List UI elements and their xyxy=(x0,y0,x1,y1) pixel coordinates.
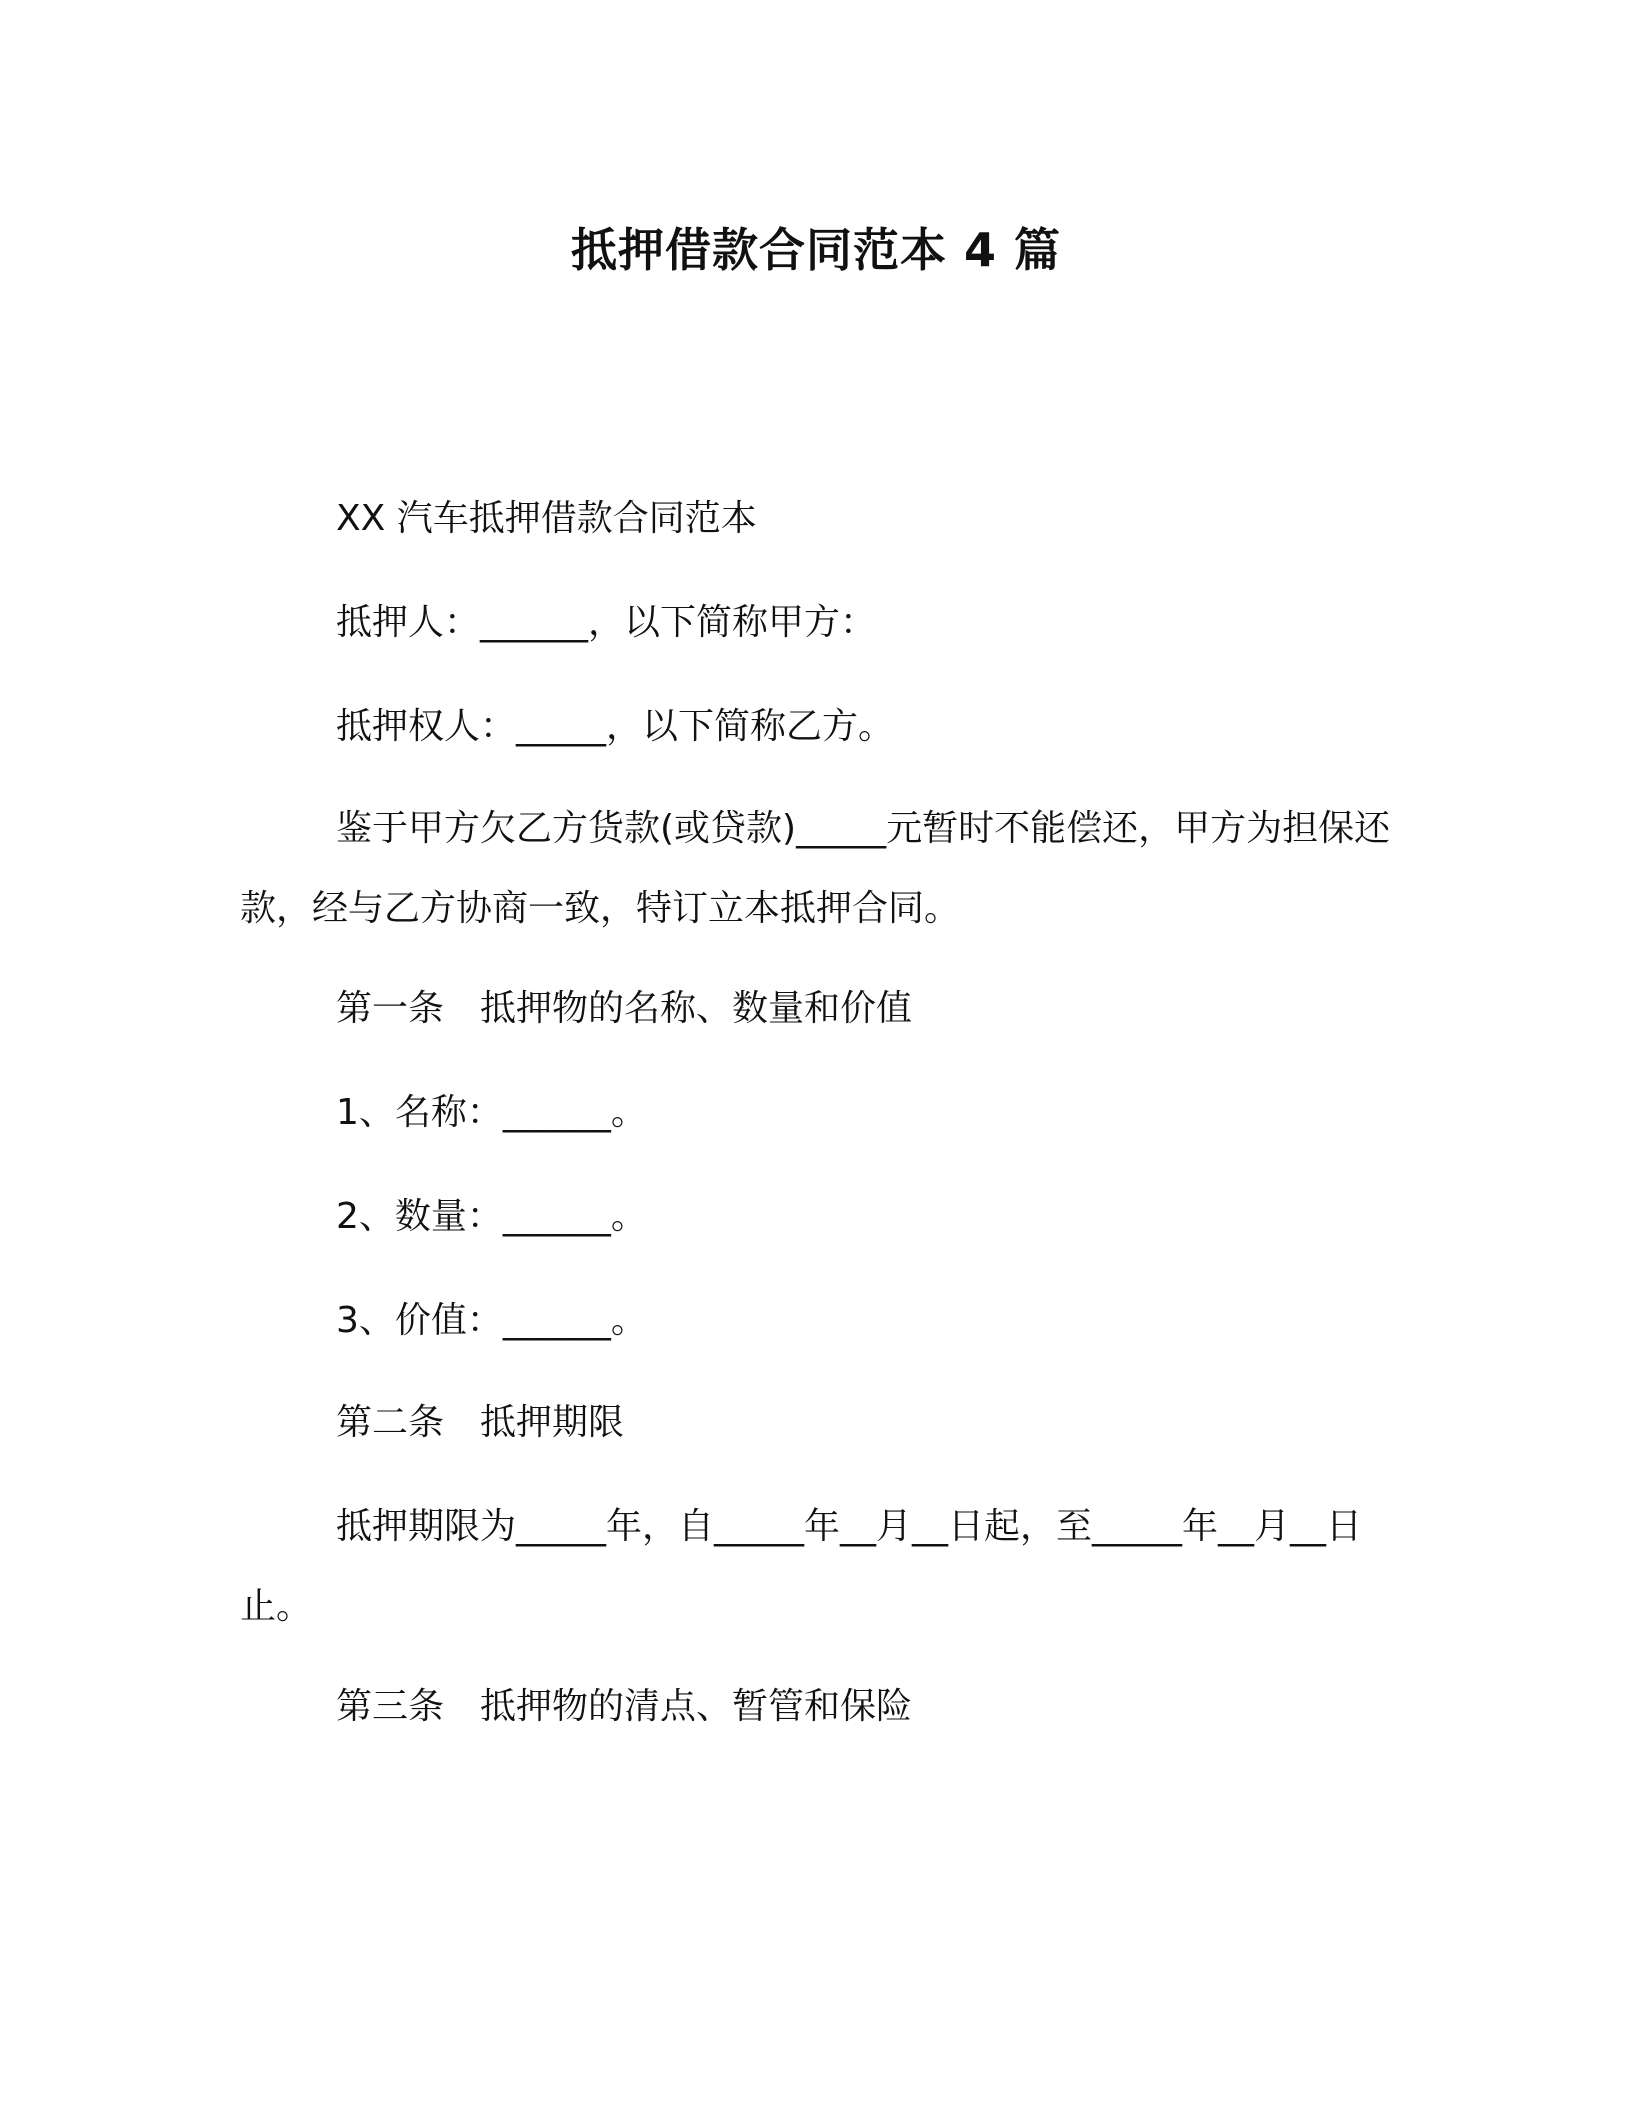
item-quantity: 2、数量：______。 xyxy=(336,1196,647,1237)
document-title: 抵押借款合同范本 4 篇 xyxy=(570,223,1062,277)
term-paragraph: 抵押期限为_____年，自_____年__月__日起，至_____年__月__日止。 xyxy=(240,1506,1363,1627)
item-name: 1、名称：______。 xyxy=(336,1092,647,1133)
mortgagor-line: 抵押人：______，以下简称甲方： xyxy=(336,602,877,643)
article-2-heading: 第二条 抵押期限 xyxy=(336,1402,625,1443)
mortgagee-line: 抵押权人：_____，以下简称乙方。 xyxy=(336,706,895,747)
item-value: 3、价值：______。 xyxy=(336,1300,647,1341)
preamble-paragraph: 鉴于甲方欠乙方货款(或贷款)_____元暂时不能偿还，甲方为担保还款，经与乙方协商一致，特订立本抵押合同。 xyxy=(240,808,1391,929)
article-1-heading: 第一条 抵押物的名称、数量和价值 xyxy=(336,988,913,1029)
article-3-heading: 第三条 抵押物的清点、暂管和保险 xyxy=(336,1686,913,1727)
contract-subtitle: XX 汽车抵押借款合同范本 xyxy=(336,498,757,539)
